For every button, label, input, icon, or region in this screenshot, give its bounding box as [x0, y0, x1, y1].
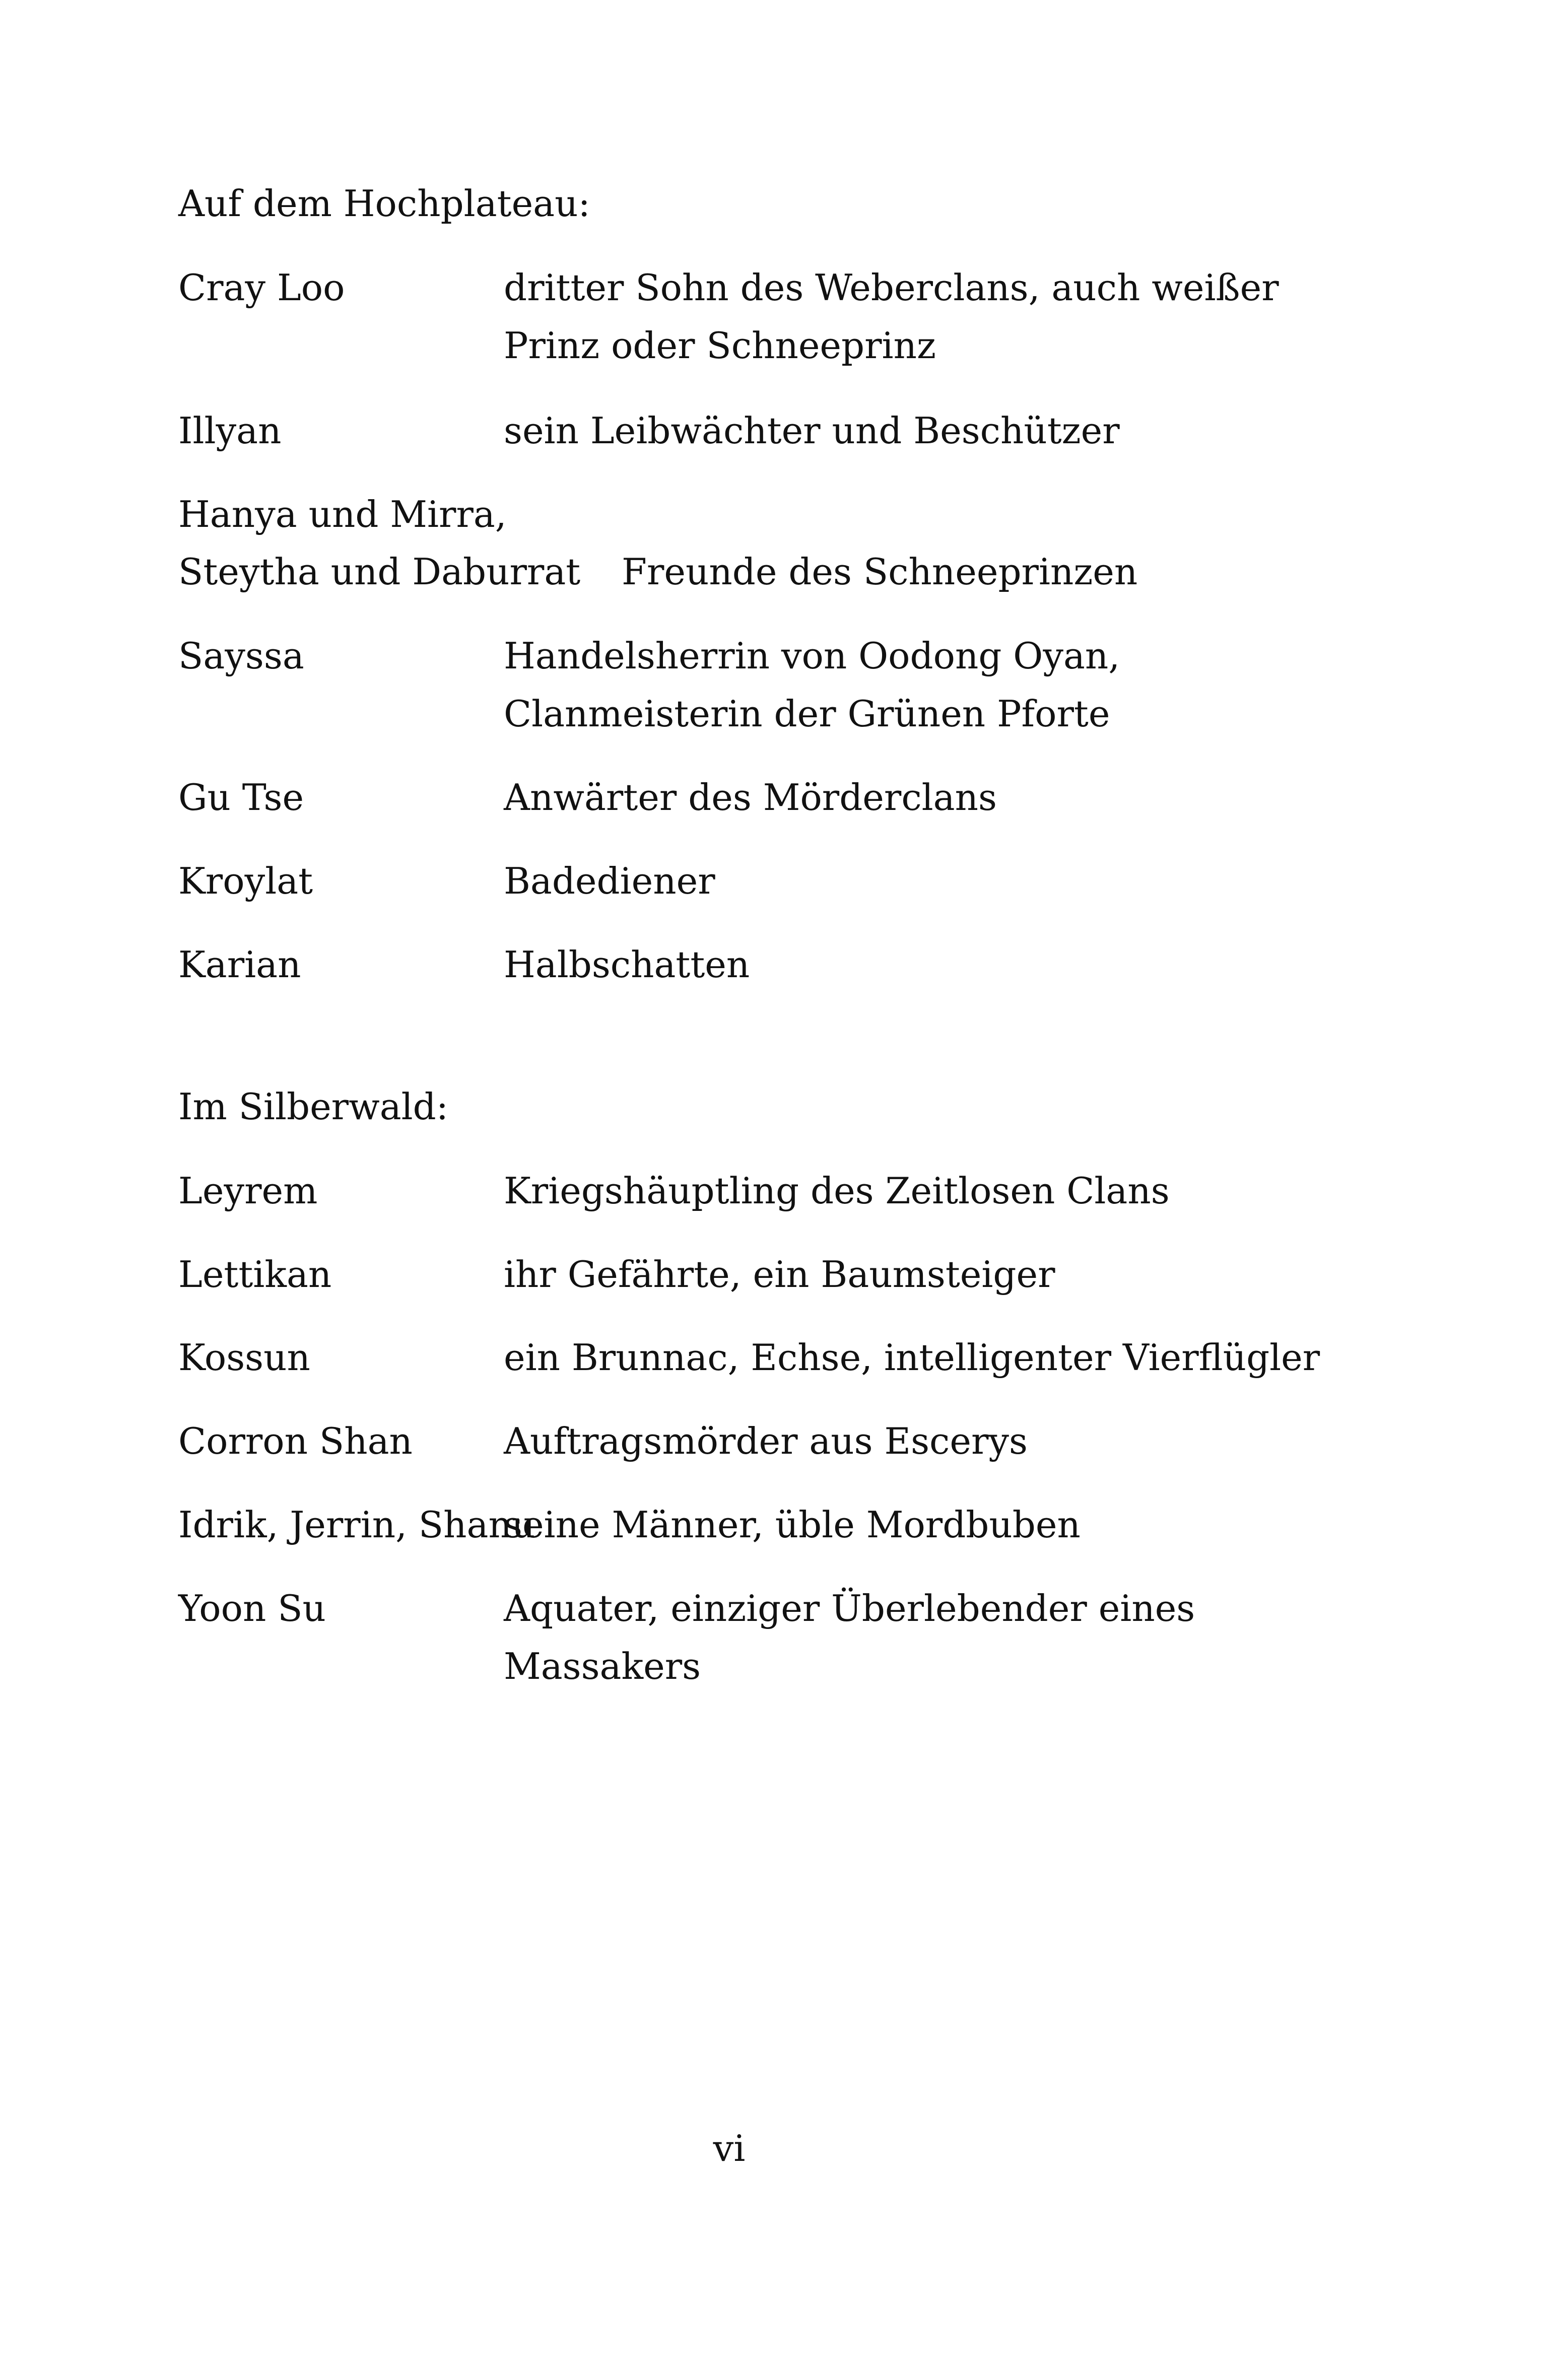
character-description: Prinz oder Schneeprinz — [504, 324, 936, 367]
character-name: Kroylat — [178, 860, 313, 902]
character-description: Freunde des Schneeprinzen — [622, 551, 1138, 593]
character-name: Lettikan — [178, 1253, 332, 1296]
character-name: Leyrem — [178, 1170, 318, 1212]
character-description: Anwärter des Mörderclans — [504, 776, 997, 819]
character-description: sein Leibwächter und Beschützer — [504, 410, 1120, 452]
section-heading-hochplateau: Auf dem Hochplateau: — [178, 182, 590, 225]
character-description: Auftragsmörder aus Escerys — [504, 1420, 1028, 1462]
character-description: Halbschatten — [504, 943, 750, 986]
page-number: vi — [713, 2127, 746, 2169]
character-description: Badediener — [504, 860, 715, 902]
character-name: Corron Shan — [178, 1420, 413, 1462]
character-name: Karian — [178, 943, 301, 986]
character-name: Steytha und Daburrat — [178, 551, 581, 593]
character-description: dritter Sohn des Weberclans, auch weißer — [504, 266, 1279, 309]
character-description: seine Männer, üble Mordbuben — [504, 1504, 1081, 1546]
character-name: Gu Tse — [178, 776, 304, 819]
character-name: Kossun — [178, 1336, 310, 1379]
character-name: Sayssa — [178, 635, 304, 677]
character-name: Hanya und Mirra, — [178, 493, 507, 535]
character-description: Clanmeisterin der Grünen Pforte — [504, 693, 1110, 735]
character-description: ein Brunnac, Echse, intelligenter Vierflügler — [504, 1336, 1320, 1379]
character-name: Yoon Su — [178, 1587, 326, 1629]
character-description: Handelsherrin von Oodong Oyan, — [504, 635, 1120, 677]
character-name: Idrik, Jerrin, Shanu — [178, 1504, 535, 1546]
character-description: Aquater, einziger Überlebender eines — [504, 1587, 1195, 1629]
character-name: Cray Loo — [178, 266, 345, 309]
section-heading-silberwald: Im Silberwald: — [178, 1085, 449, 1128]
character-name: Illyan — [178, 410, 282, 452]
character-description: Kriegshäuptling des Zeitlosen Clans — [504, 1170, 1170, 1212]
character-description: Massakers — [504, 1645, 701, 1687]
character-description: ihr Gefährte, ein Baumsteiger — [504, 1253, 1055, 1296]
